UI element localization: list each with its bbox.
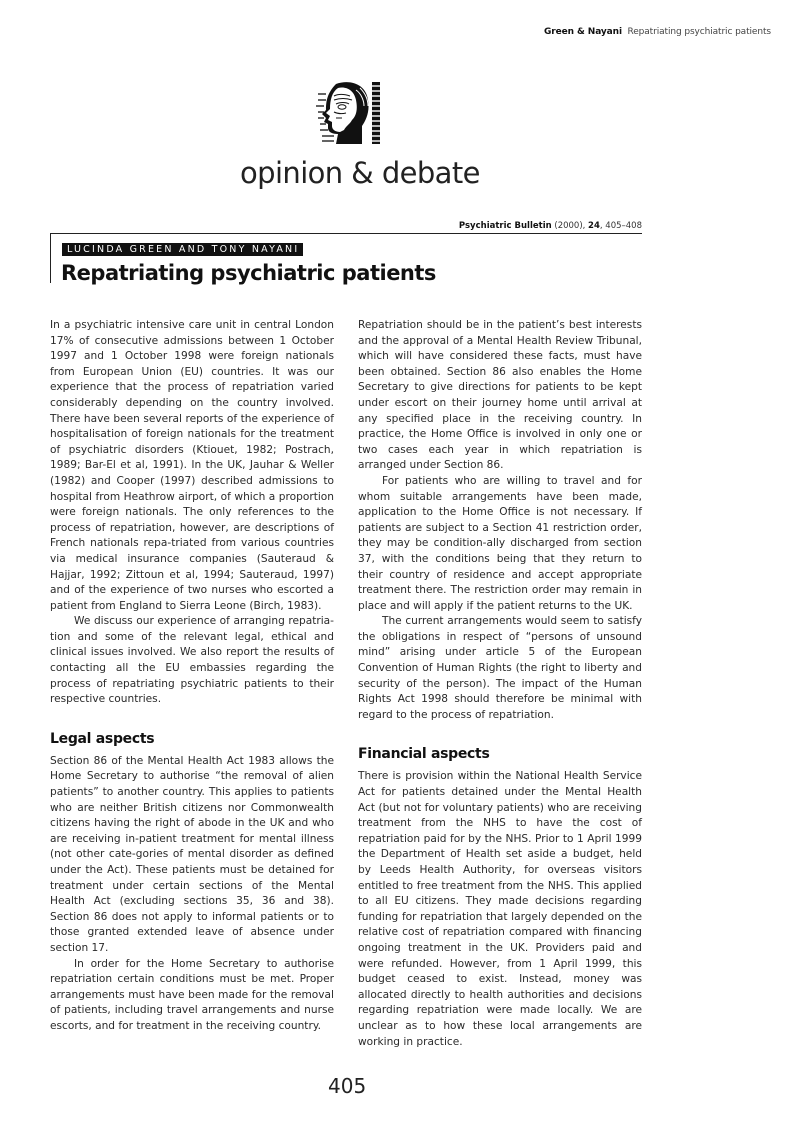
running-head-title: Repatriating psychiatric patients <box>627 27 771 37</box>
running-head-authors: Green & Nayani <box>544 27 622 37</box>
legal-paragraph-2: In order for the Home Secretary to authorise repatriation certain conditions must be met. Proper arrangements must have been made for the removal of patients, including travel arrangements and nurse escorts, and for treatment in the receiving country. <box>50 957 334 1032</box>
head-profile-icon <box>316 80 382 146</box>
legal-paragraph-4: For patients who are willing to travel and for whom suitable arrangements have been made, application to the Home Office is not necessary. If patients are subject to a Section 41 restriction order, they may be condition-ally discharged from section 37, with the conditions being that they return to their country of residence and accept appropriate treatment there. The restriction order may remain in place and will apply if the patient returns to the UK. <box>358 474 642 612</box>
legal-aspects-heading: Legal aspects <box>50 730 155 747</box>
legal-paragraph-3: Repatriation should be in the patient’s best interests and the approval of a Mental Health Review Tribunal, which will have considered these facts, must have been obtained. Section 86 also enables the Home Secretary to give directions for patients to be kept under escort on their journey home until arrival at any specified place in the receiving country. In practice, the Home Office is involved in only one or two cases each year in which repatriation is arranged under Section 86. <box>358 319 642 472</box>
intro-paragraph-1: In a psychiatric intensive care unit in central London 17% of consecutive admissions between 1 October 1997 and 1 October 1998 were foreign nationals from European Union (EU) countries. It was our experience that the process of repatriation varied considerably depending on the country involved. There have been several reports of the experience of hospitalisation of foreign nationals for the treatment of psychiatric disorders (Ktiouet, 1982; Postrach, 1989; Bar-El et al, 1991). In the UK, Jauhar & Weller (1982) and Cooper (1997) described admissions to hospital from Heathrow airport, of which a proportion were foreign nationals. The only references to the process of repatriation, however, are descriptions of French nationals repa-triated from various countries via medical insurance companies (Sauteraud & Hajjar, 1992; Zittoun et al, 1994; Sauteraud, 1997) and of the experience of two nurses who escorted a patient from England to Sierra Leone (Birch, 1983). <box>50 319 334 612</box>
section-title: opinion & debate <box>240 156 480 190</box>
citation-year: (2000), <box>554 221 586 231</box>
citation-volume: 24 <box>588 221 600 231</box>
page-number: 405 <box>328 1074 367 1098</box>
header-rule <box>50 233 642 234</box>
text-column-right <box>358 318 642 1050</box>
intro-paragraph-2: We discuss our experience of arranging repatria-tion and some of the relevant legal, ethical and clinical issues involved. We also report the results of contacting all the EU embassies regarding the process of repatriating psychiatric patients to their respective countries. <box>50 615 334 706</box>
running-head <box>544 27 771 37</box>
financial-paragraph-1: There is provision within the National Health Service Act for patients detained under the Mental Health Act (but not for voluntary patients) who are receiving treatment from the NHS to have the cost of repatriation paid for by the NHS. Prior to 1 April 1999 the Department of Health set aside a budget, held by Leeds Health Authority, for overseas visitors entitled to free treatment from the NHS. This applied to all EU citizens. They made decisions regarding funding for repatriation that largely depended on the relative cost of repatriation compared with financing ongoing treatment in the UK. Providers paid and were refunded. However, from 1 April 1999, this budget ceased to exist. Instead, money was allocated directly to health authorities and decisions regarding repatriation were made locally. We are unclear as to how these local arrangements are working in practice. <box>358 770 642 1048</box>
journal-citation <box>459 221 642 231</box>
citation-pages: , 405–408 <box>599 221 642 231</box>
article-title: Repatriating psychiatric patients <box>61 261 436 285</box>
legal-paragraph-1: Section 86 of the Mental Health Act 1983 allows the Home Secretary to authorise “the removal of alien patients” to another country. This applies to patients who are neither British citizens nor Commonwealth citizens having the right of abode in the UK and who are receiving in-patient treatment for mental illness (not other cate-gories of mental disorder as defined under the Act). These patients must be detained for treatment under certain sections of the Mental Health Act (excluding sections 35, 36 and 38). Section 86 does not apply to informal patients or to those granted extended leave of absence under section 17. <box>50 754 334 954</box>
text-column-left <box>50 318 334 1035</box>
legal-paragraph-5: The current arrangements would seem to satisfy the obligations in respect of “persons of unsound mind” arising under article 5 of the European Convention of Human Rights (the right to liberty and security of the person). The impact of the Human Rights Act 1998 should therefore be minimal with regard to the process of repatriation. <box>358 615 642 721</box>
article-authors: LUCINDA GREEN AND TONY NAYANI <box>62 243 303 256</box>
header-rule-vertical <box>50 233 51 283</box>
journal-name: Psychiatric Bulletin <box>458 221 552 231</box>
financial-aspects-heading: Financial aspects <box>358 746 490 763</box>
